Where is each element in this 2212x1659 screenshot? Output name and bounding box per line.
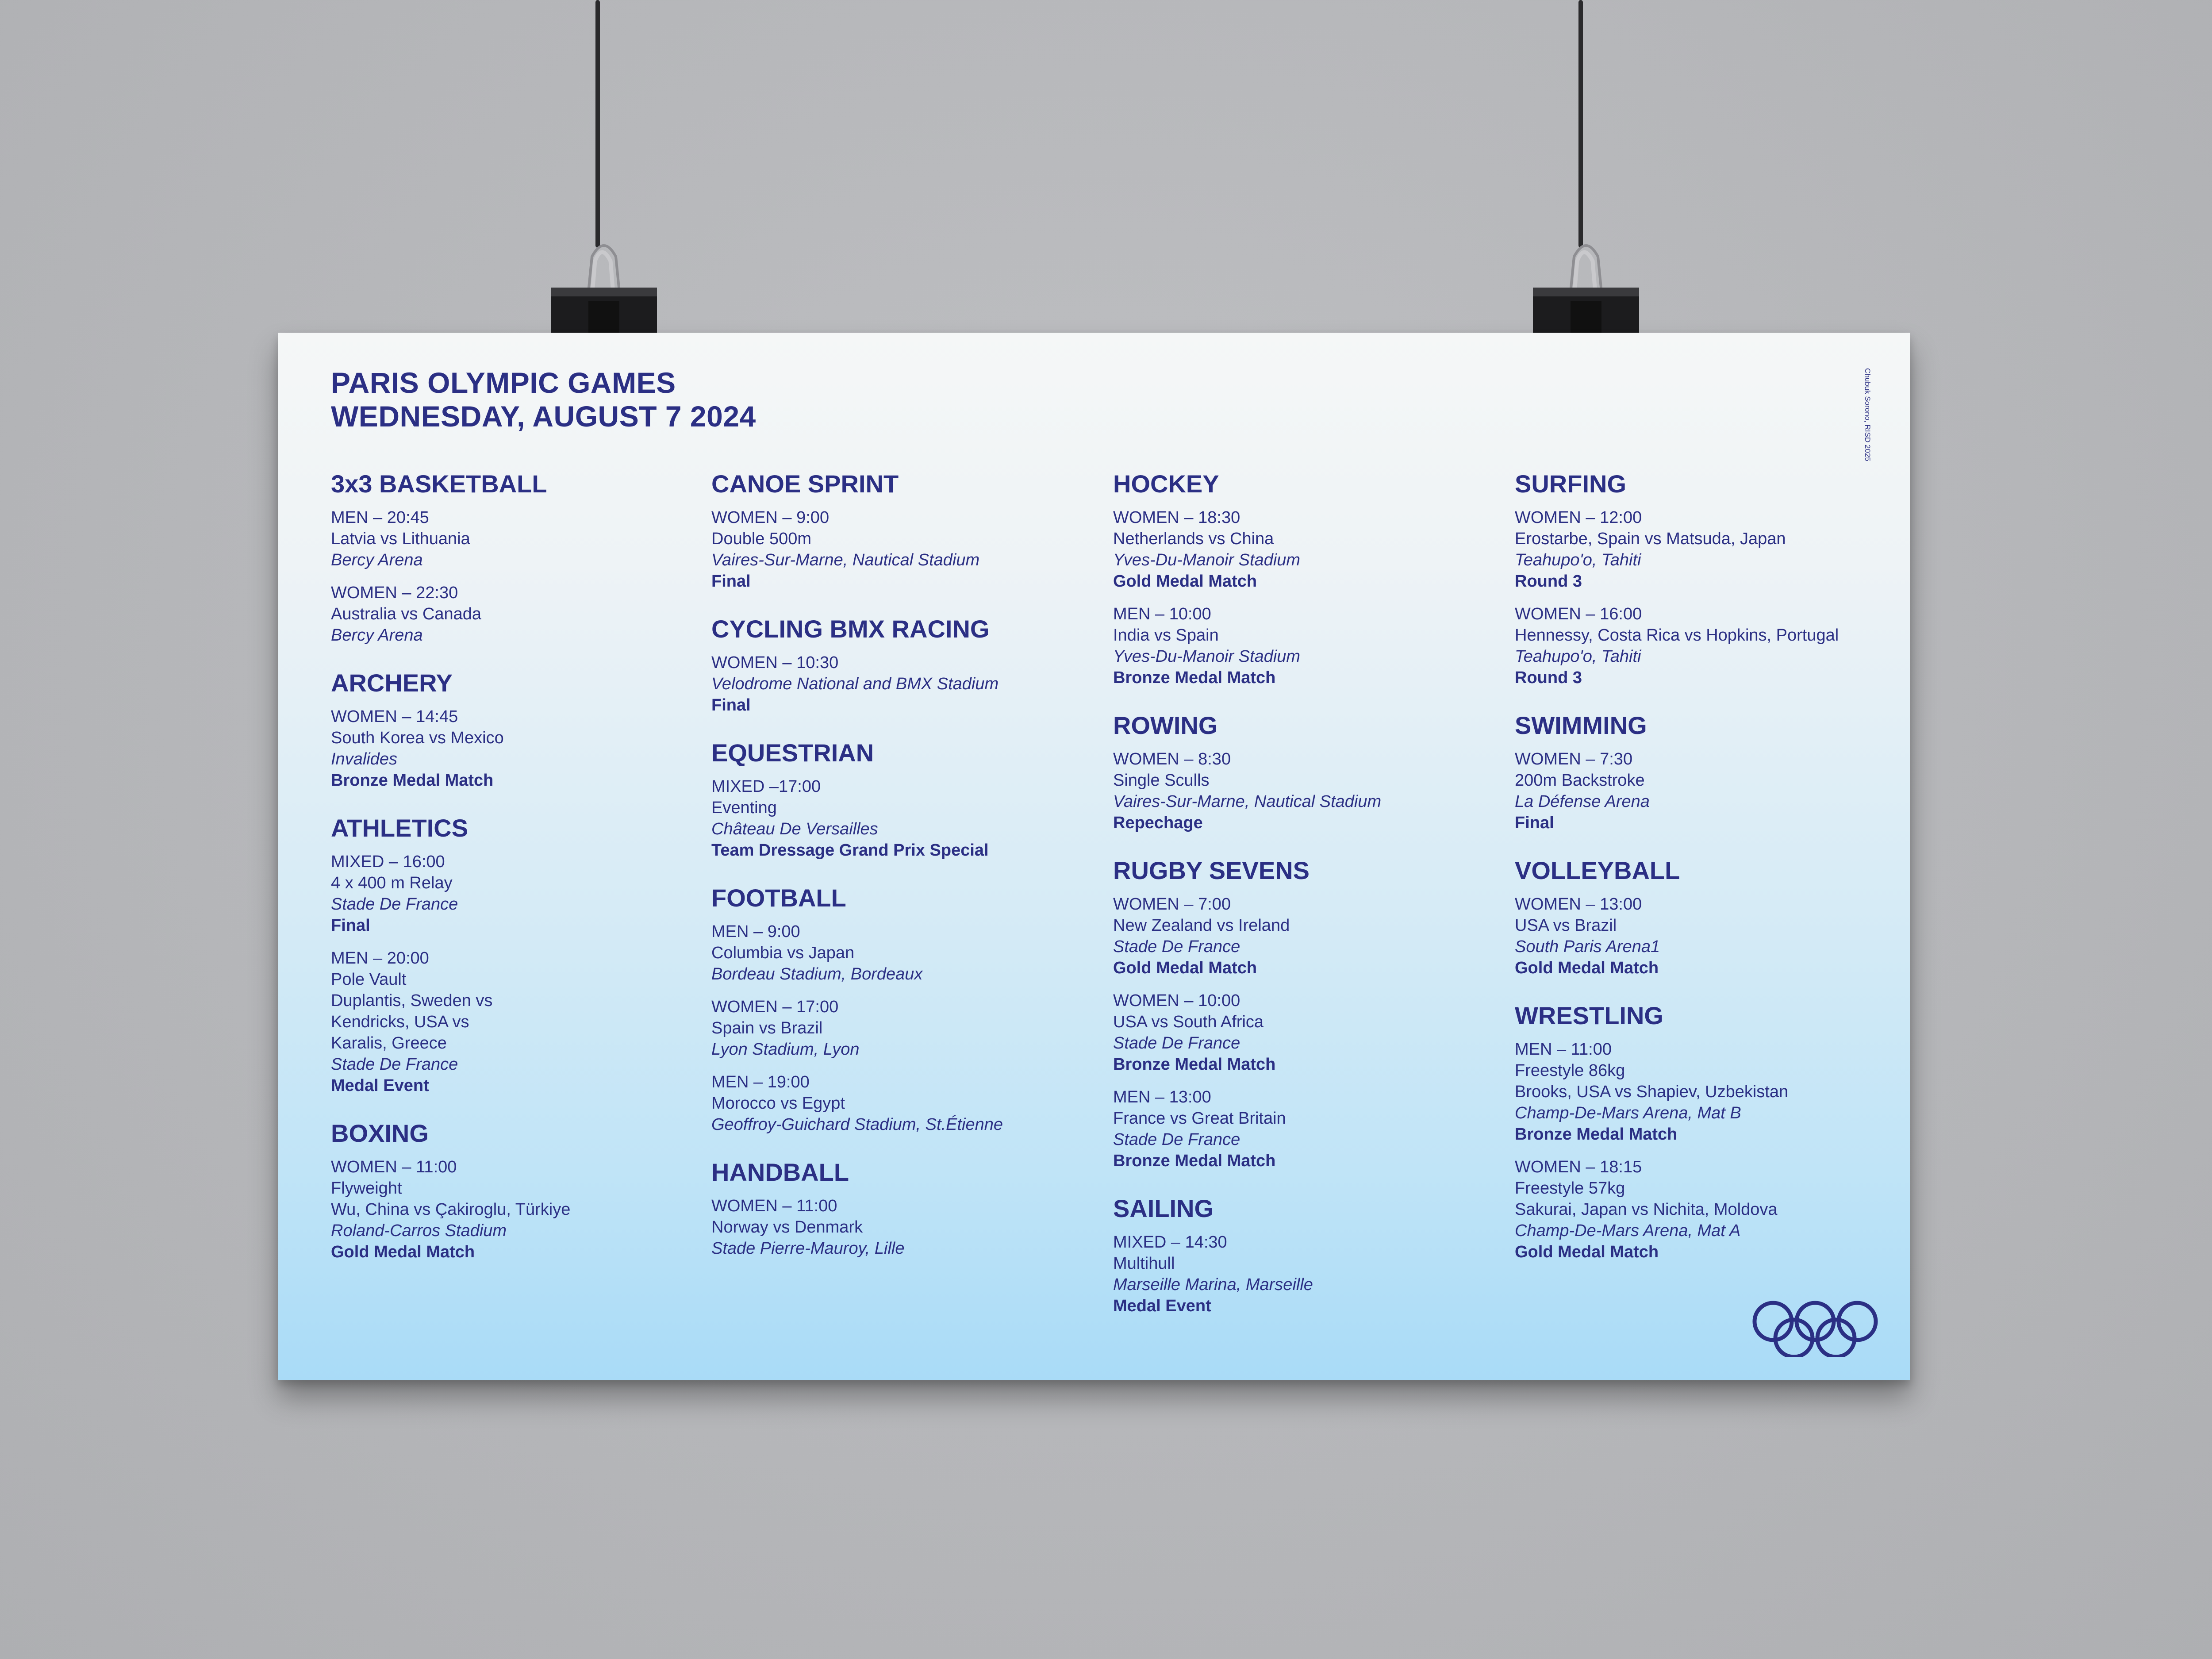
event-detail: Netherlands vs China xyxy=(1113,530,1274,548)
event-detail: Karalis, Greece xyxy=(331,1034,447,1052)
event-venue: Stade Pierre-Mauroy, Lille xyxy=(711,1239,905,1258)
event-time: MEN – 19:00 xyxy=(711,1073,810,1091)
event-detail: Spain vs Brazil xyxy=(711,1019,823,1037)
event-time: WOMEN – 7:30 xyxy=(1515,750,1633,768)
event-stage: Final xyxy=(711,696,751,714)
event-detail: Norway vs Denmark xyxy=(711,1218,863,1237)
sport-heading: WRESTLING xyxy=(1515,1002,1663,1029)
event-entry xyxy=(1113,1087,1476,1171)
event-time: MIXED –17:00 xyxy=(711,777,821,796)
event-venue: Vaires-Sur-Marne, Nautical Stadium xyxy=(711,551,980,569)
sport-heading: HANDBALL xyxy=(711,1158,849,1186)
event-venue: Bercy Arena xyxy=(331,626,423,645)
sport-heading: HOCKEY xyxy=(1113,470,1219,498)
event-stage: Gold Medal Match xyxy=(331,1243,475,1261)
event-stage: Repechage xyxy=(1113,814,1203,832)
event-entry xyxy=(331,582,694,646)
event-venue: Château De Versailles xyxy=(711,820,878,838)
sport-heading: SWIMMING xyxy=(1515,711,1647,739)
schedule-poster xyxy=(278,333,1910,1380)
event-detail: France vs Great Britain xyxy=(1113,1109,1286,1128)
event-venue: Marseille Marina, Marseille xyxy=(1113,1275,1313,1294)
sport-section xyxy=(1113,856,1476,1171)
event-detail: Erostarbe, Spain vs Matsuda, Japan xyxy=(1515,530,1786,548)
event-entry xyxy=(711,1071,1074,1135)
event-venue: Stade De France xyxy=(1113,937,1240,956)
sport-section xyxy=(711,739,1074,861)
event-venue: Stade De France xyxy=(1113,1130,1240,1149)
event-entry xyxy=(711,776,1074,861)
event-time: WOMEN – 8:30 xyxy=(1113,750,1231,768)
sport-heading: ATHLETICS xyxy=(331,814,469,842)
event-entry xyxy=(1113,1232,1476,1317)
event-entry xyxy=(1113,749,1476,833)
event-entry xyxy=(331,851,694,936)
event-detail: Columbia vs Japan xyxy=(711,944,855,962)
event-entry xyxy=(1515,507,1878,592)
event-entry xyxy=(711,507,1074,592)
sport-section xyxy=(331,814,694,1096)
event-time: WOMEN – 9:00 xyxy=(711,508,830,527)
event-stage: Final xyxy=(1515,814,1554,832)
event-venue: South Paris Arena1 xyxy=(1515,937,1660,956)
event-detail: USA vs Brazil xyxy=(1515,916,1617,935)
event-detail: Freestyle 86kg xyxy=(1515,1061,1625,1080)
event-detail: Eventing xyxy=(711,799,777,817)
event-detail: Hennessy, Costa Rica vs Hopkins, Portugal xyxy=(1515,626,1839,645)
event-stage: Gold Medal Match xyxy=(1515,959,1659,977)
event-venue: Invalides xyxy=(331,750,397,768)
event-venue: Champ-De-Mars Arena, Mat B xyxy=(1515,1104,1741,1122)
event-venue: Champ-De-Mars Arena, Mat A xyxy=(1515,1221,1741,1240)
event-time: WOMEN – 10:30 xyxy=(711,653,839,672)
event-time: MIXED – 16:00 xyxy=(331,853,445,871)
hanging-wire-left xyxy=(595,0,600,248)
sport-heading: EQUESTRIAN xyxy=(711,739,874,767)
sport-section xyxy=(711,884,1074,1135)
hanging-wire-right xyxy=(1578,0,1583,248)
event-time: MEN – 11:00 xyxy=(1515,1040,1612,1059)
event-entry xyxy=(1113,507,1476,592)
event-time: WOMEN – 18:30 xyxy=(1113,508,1240,527)
event-detail: Wu, China vs Çakiroglu, Türkiye xyxy=(331,1200,571,1219)
event-venue: Bordeau Stadium, Bordeaux xyxy=(711,965,923,983)
schedule-column-3 xyxy=(1113,470,1476,1340)
sport-section xyxy=(1113,1194,1476,1317)
sport-heading: RUGBY SEVENS xyxy=(1113,856,1310,884)
event-detail: Morocco vs Egypt xyxy=(711,1094,845,1113)
event-time: WOMEN – 17:00 xyxy=(711,998,839,1016)
event-detail: Kendricks, USA vs xyxy=(331,1013,469,1031)
schedule-column-1 xyxy=(331,470,694,1286)
event-entry xyxy=(331,706,694,791)
event-stage: Final xyxy=(331,916,370,935)
event-entry xyxy=(1515,749,1878,833)
event-entry xyxy=(331,507,694,571)
event-detail: Flyweight xyxy=(331,1179,402,1198)
sport-section xyxy=(331,1119,694,1263)
event-entry xyxy=(331,1156,694,1263)
event-time: WOMEN – 11:00 xyxy=(711,1197,837,1215)
event-venue: Bercy Arena xyxy=(331,551,423,569)
sport-section xyxy=(331,470,694,646)
event-stage: Bronze Medal Match xyxy=(1113,668,1276,687)
event-venue: Vaires-Sur-Marne, Nautical Stadium xyxy=(1113,792,1382,811)
sport-heading: CANOE SPRINT xyxy=(711,470,899,498)
event-stage: Bronze Medal Match xyxy=(331,771,494,790)
event-venue: Stade De France xyxy=(331,1055,458,1074)
event-stage: Gold Medal Match xyxy=(1515,1243,1659,1261)
sport-section xyxy=(1515,856,1878,979)
event-detail: Sakurai, Japan vs Nichita, Moldova xyxy=(1515,1200,1778,1219)
event-stage: Gold Medal Match xyxy=(1113,572,1257,591)
event-stage: Team Dressage Grand Prix Special xyxy=(711,841,989,860)
event-venue: Teahupo'o, Tahiti xyxy=(1515,551,1641,569)
event-venue: Lyon Stadium, Lyon xyxy=(711,1040,860,1059)
event-entry xyxy=(1515,894,1878,979)
event-detail: India vs Spain xyxy=(1113,626,1219,645)
event-detail: Double 500m xyxy=(711,530,812,548)
event-detail: Duplantis, Sweden vs xyxy=(331,991,493,1010)
event-stage: Final xyxy=(711,572,751,591)
event-detail: New Zealand vs Ireland xyxy=(1113,916,1290,935)
sport-heading: SAILING xyxy=(1113,1194,1214,1222)
event-venue: Stade De France xyxy=(331,895,458,914)
event-detail: USA vs South Africa xyxy=(1113,1013,1264,1031)
event-venue: Roland-Carros Stadium xyxy=(331,1221,507,1240)
event-time: WOMEN – 7:00 xyxy=(1113,895,1231,914)
event-time: WOMEN – 18:15 xyxy=(1515,1158,1642,1176)
event-time: MEN – 10:00 xyxy=(1113,605,1211,623)
sport-section xyxy=(1515,470,1878,688)
event-entry xyxy=(1113,990,1476,1075)
event-detail: Single Sculls xyxy=(1113,771,1210,790)
sport-heading: SURFING xyxy=(1515,470,1626,498)
event-detail: Multihull xyxy=(1113,1254,1175,1273)
sport-section xyxy=(1113,711,1476,833)
event-stage: Round 3 xyxy=(1515,668,1582,687)
event-stage: Bronze Medal Match xyxy=(1515,1125,1678,1144)
sport-heading: BOXING xyxy=(331,1119,429,1147)
title-line-2: WEDNESDAY, AUGUST 7 2024 xyxy=(331,400,756,433)
event-detail: Freestyle 57kg xyxy=(1515,1179,1625,1198)
event-stage: Bronze Medal Match xyxy=(1113,1152,1276,1170)
event-entry xyxy=(331,948,694,1096)
event-entry xyxy=(1113,894,1476,979)
event-entry xyxy=(711,996,1074,1060)
event-detail: Latvia vs Lithuania xyxy=(331,530,470,548)
event-stage: Gold Medal Match xyxy=(1113,959,1257,977)
sport-section xyxy=(711,470,1074,592)
event-venue: Teahupo'o, Tahiti xyxy=(1515,647,1641,666)
sport-heading: ARCHERY xyxy=(331,669,453,697)
event-entry xyxy=(711,921,1074,985)
credit-text: Chubuk Sorono, RISD 2025 xyxy=(1863,368,1872,461)
event-detail: 200m Backstroke xyxy=(1515,771,1645,790)
olympic-rings-icon xyxy=(1751,1299,1879,1357)
sport-heading: ROWING xyxy=(1113,711,1218,739)
event-time: WOMEN – 13:00 xyxy=(1515,895,1642,914)
event-entry xyxy=(1113,603,1476,688)
event-venue: Yves-Du-Manoir Stadium xyxy=(1113,551,1301,569)
sport-section xyxy=(1515,1002,1878,1263)
event-time: WOMEN – 22:30 xyxy=(331,584,458,602)
schedule-column-2 xyxy=(711,470,1074,1282)
event-entry xyxy=(1515,1156,1878,1263)
sport-heading: CYCLING BMX RACING xyxy=(711,615,990,643)
event-time: MIXED – 14:30 xyxy=(1113,1233,1227,1252)
event-time: WOMEN – 11:00 xyxy=(331,1158,457,1176)
event-detail: Australia vs Canada xyxy=(331,605,482,623)
event-detail: Pole Vault xyxy=(331,970,407,989)
event-stage: Medal Event xyxy=(331,1076,429,1095)
event-stage: Round 3 xyxy=(1515,572,1582,591)
event-entry xyxy=(1515,603,1878,688)
event-time: WOMEN – 14:45 xyxy=(331,707,458,726)
event-time: MEN – 20:00 xyxy=(331,949,429,968)
sport-heading: FOOTBALL xyxy=(711,884,846,912)
schedule-column-4 xyxy=(1515,470,1878,1286)
event-time: WOMEN – 12:00 xyxy=(1515,508,1642,527)
event-time: MEN – 13:00 xyxy=(1113,1088,1211,1106)
event-entry xyxy=(711,652,1074,716)
sport-section xyxy=(711,615,1074,716)
sport-section xyxy=(711,1158,1074,1259)
event-time: MEN – 20:45 xyxy=(331,508,429,527)
event-venue: Stade De France xyxy=(1113,1034,1240,1052)
sport-section xyxy=(331,669,694,791)
event-entry xyxy=(1515,1039,1878,1145)
event-time: WOMEN – 10:00 xyxy=(1113,991,1240,1010)
event-stage: Bronze Medal Match xyxy=(1113,1055,1276,1074)
poster-title xyxy=(331,366,756,433)
sport-heading: VOLLEYBALL xyxy=(1515,856,1680,884)
event-venue: La Défense Arena xyxy=(1515,792,1650,811)
event-detail: 4 x 400 m Relay xyxy=(331,874,453,892)
event-detail: Brooks, USA vs Shapiev, Uzbekistan xyxy=(1515,1083,1789,1101)
sport-section xyxy=(1113,470,1476,688)
title-line-1: PARIS OLYMPIC GAMES xyxy=(331,366,676,399)
event-stage: Medal Event xyxy=(1113,1297,1211,1315)
sport-heading: 3x3 BASKETBALL xyxy=(331,470,547,498)
event-detail: South Korea vs Mexico xyxy=(331,729,504,747)
event-venue: Velodrome National and BMX Stadium xyxy=(711,675,999,693)
event-time: WOMEN – 16:00 xyxy=(1515,605,1642,623)
event-venue: Yves-Du-Manoir Stadium xyxy=(1113,647,1301,666)
event-entry xyxy=(711,1195,1074,1259)
event-venue: Geoffroy-Guichard Stadium, St.Étienne xyxy=(711,1115,1003,1134)
sport-section xyxy=(1515,711,1878,833)
event-time: MEN – 9:00 xyxy=(711,922,800,941)
